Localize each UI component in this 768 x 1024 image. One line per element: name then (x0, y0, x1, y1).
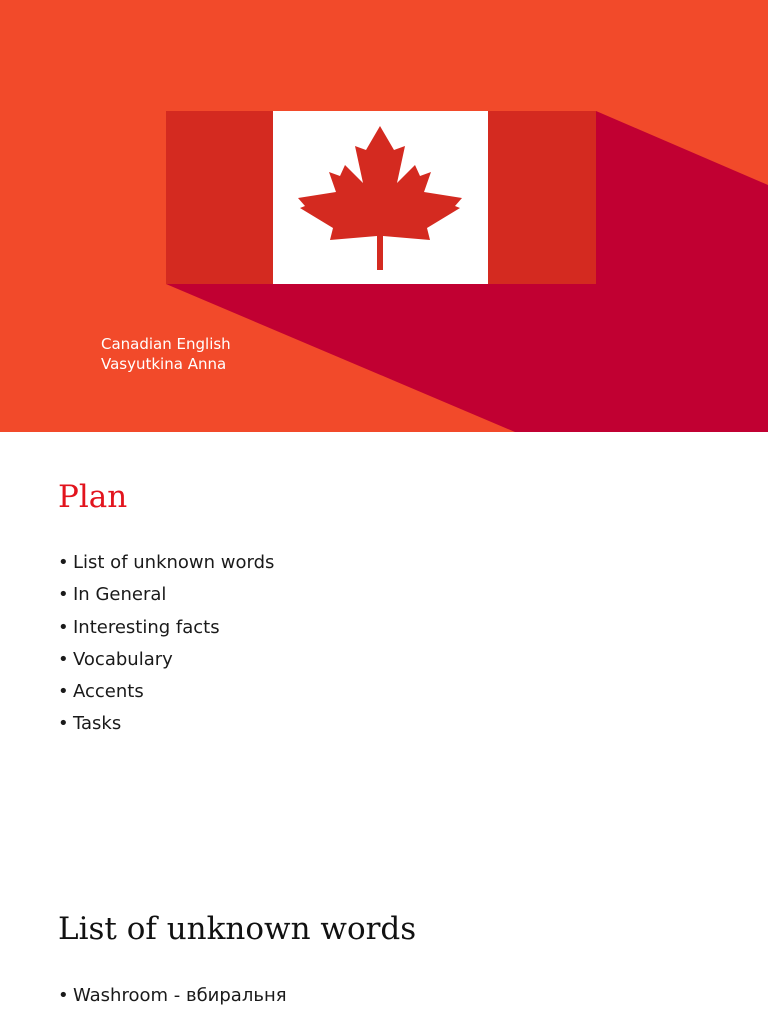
plan-heading: Plan (58, 479, 128, 515)
canadian-flag-icon (166, 111, 596, 284)
plan-item (58, 614, 274, 646)
flag-right-band (488, 111, 596, 284)
title-slide (0, 0, 768, 432)
bullet-icon: • (58, 985, 69, 1006)
bullet-icon: • (58, 681, 69, 703)
plan-item (58, 678, 274, 710)
bullet-icon: • (58, 552, 69, 573)
unknown-words-list (58, 982, 287, 1014)
author-name: Vasyutkina Anna (101, 355, 227, 373)
flag-left-band (166, 111, 273, 284)
plan-item-label: Interesting facts (73, 616, 220, 638)
plan-list (58, 549, 274, 743)
word-item-label: Washroom - вбиральня (73, 985, 287, 1006)
unknown-words-heading: List of unknown words (58, 911, 417, 947)
word-item (58, 982, 287, 1014)
plan-item (58, 646, 274, 678)
plan-item-label: Tasks (73, 713, 122, 735)
plan-item (58, 581, 274, 613)
plan-item (58, 710, 274, 742)
bullet-icon: • (58, 584, 69, 606)
bullet-icon: • (58, 648, 69, 670)
plan-item-label: List of unknown words (73, 552, 275, 573)
title-subtitle (101, 334, 231, 374)
plan-item-label: Accents (73, 681, 144, 703)
bullet-icon: • (58, 616, 69, 638)
bullet-icon: • (58, 713, 69, 735)
plan-item-label: Vocabulary (73, 648, 173, 670)
plan-item (58, 549, 274, 581)
presentation-title: Canadian English (101, 335, 231, 353)
plan-item-label: In General (73, 584, 167, 606)
